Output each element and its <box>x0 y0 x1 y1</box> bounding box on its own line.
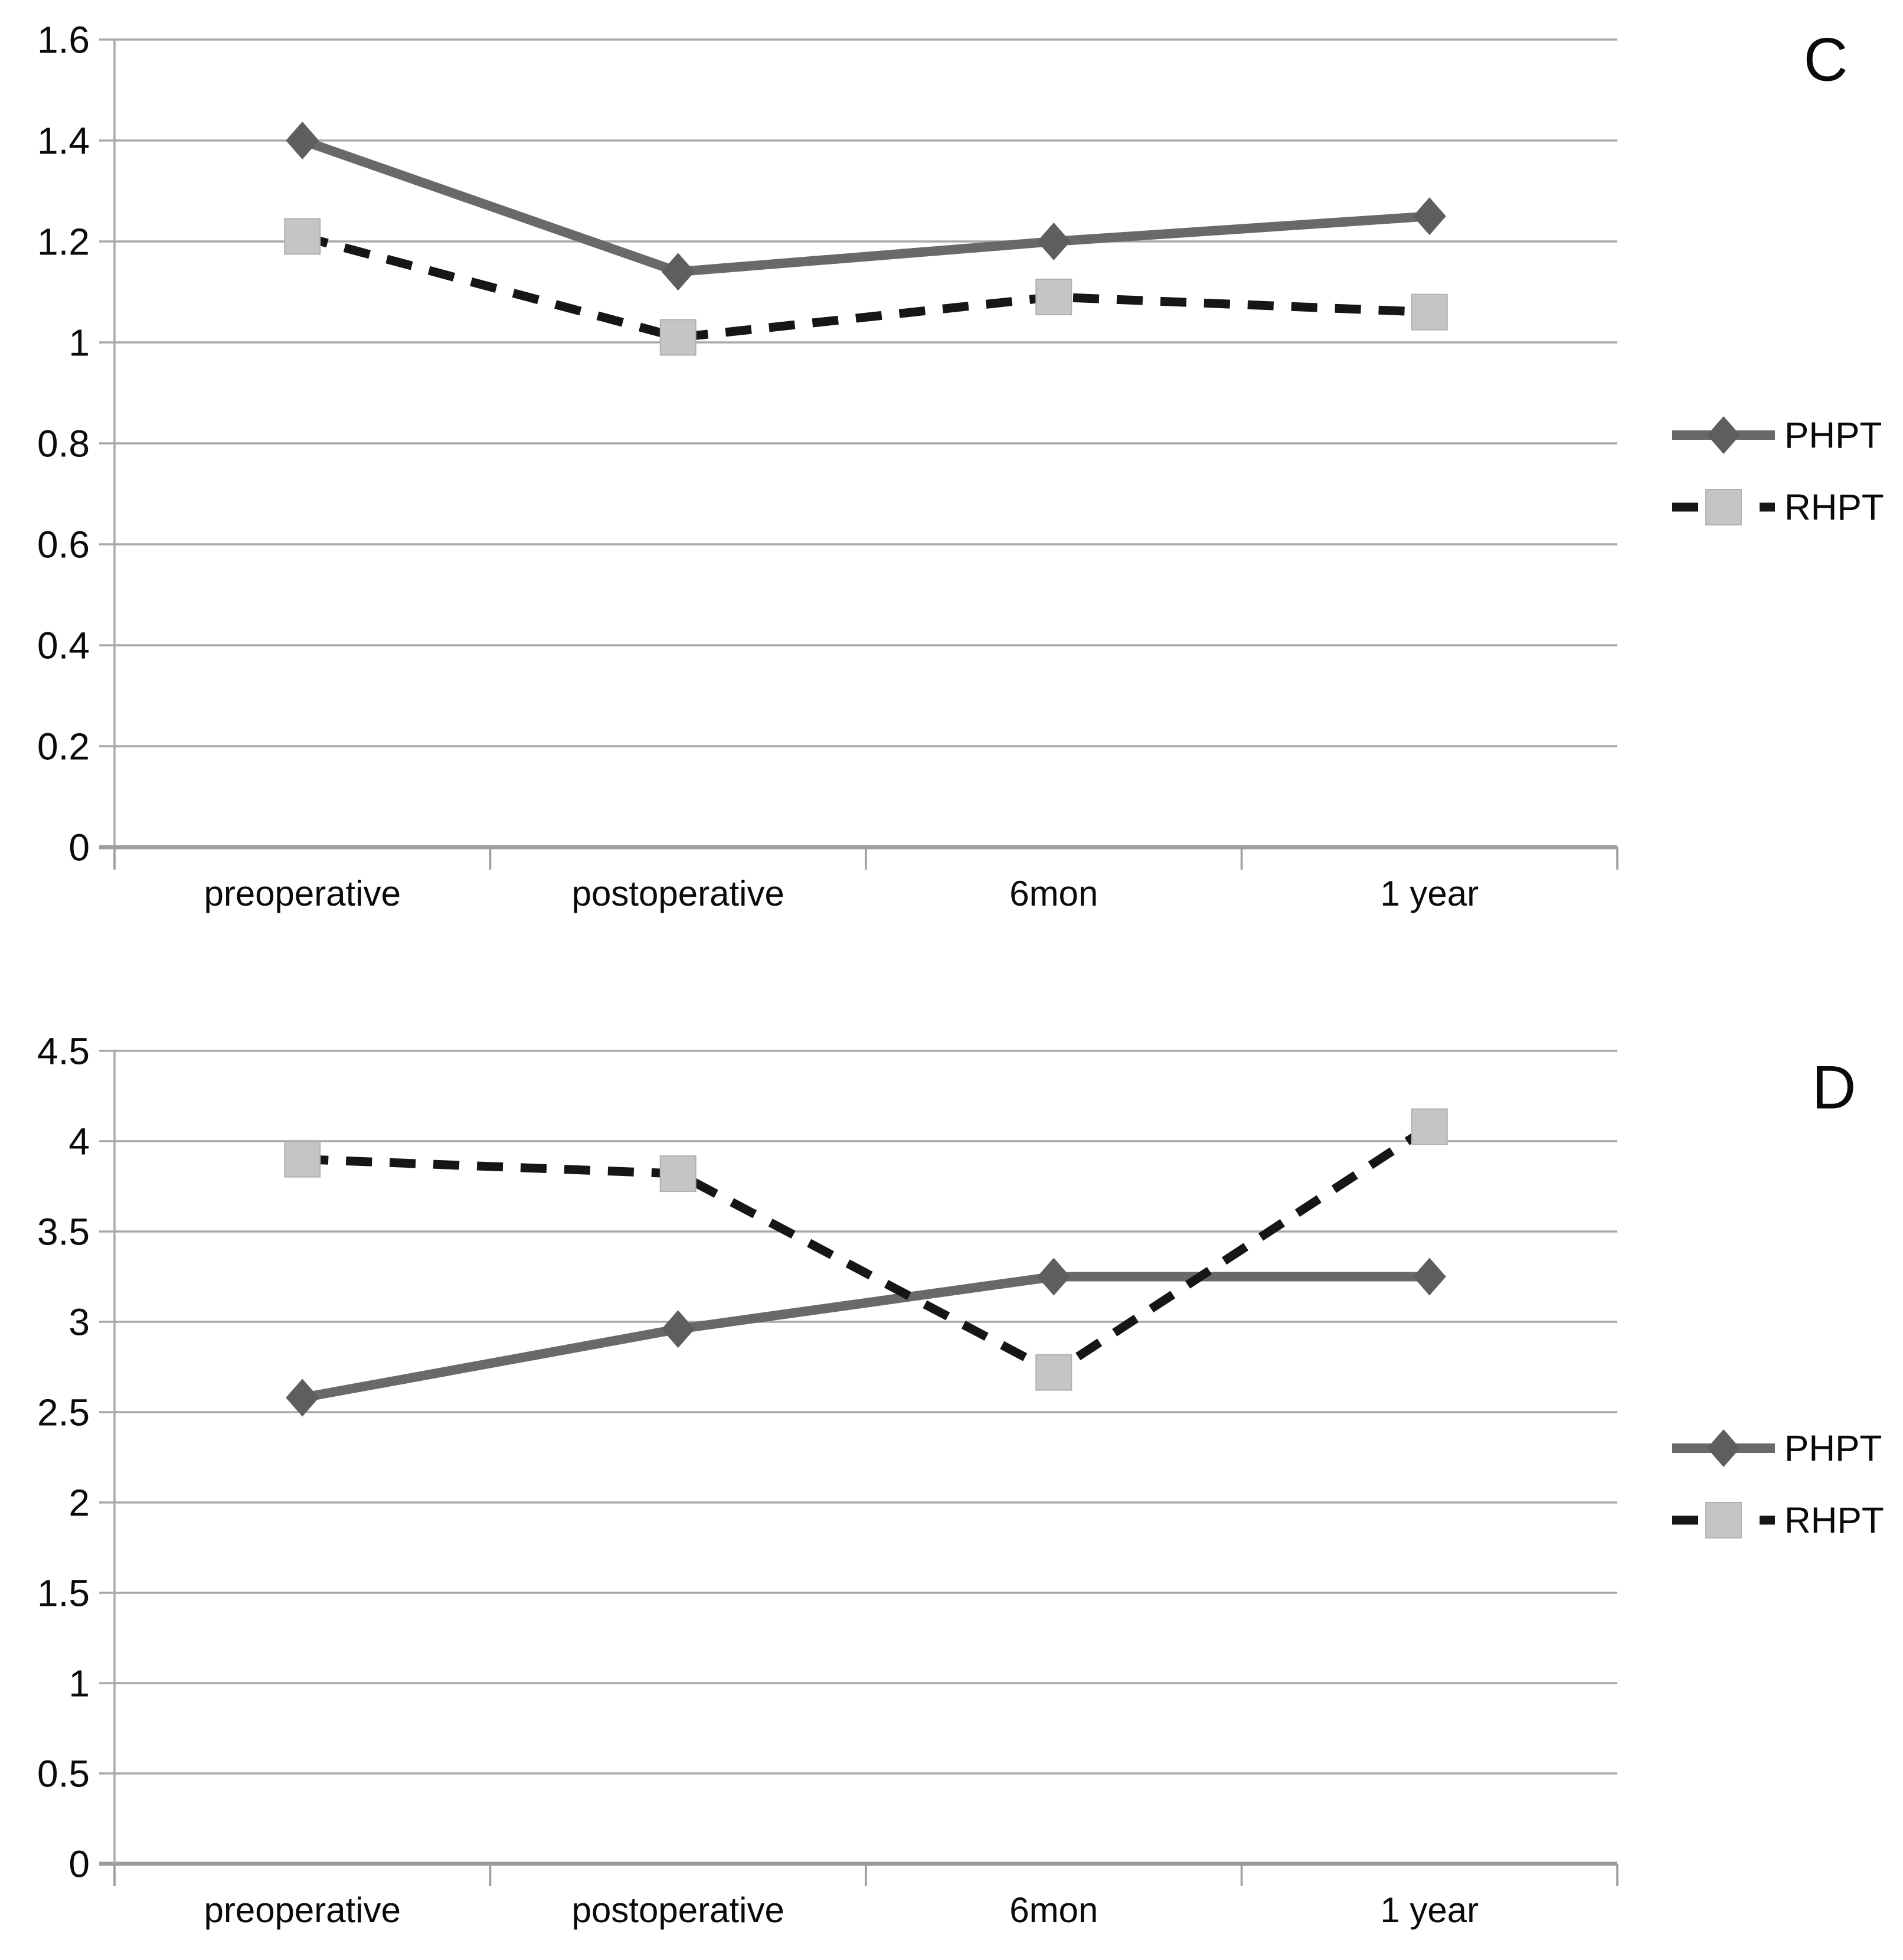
marker-square-rhpt <box>1412 1109 1447 1145</box>
series-line-rhpt <box>302 236 1430 337</box>
marker-diamond-phpt <box>1037 1258 1070 1296</box>
marker-square-rhpt <box>285 1142 320 1177</box>
y-axis-tick-label: 0 <box>68 1843 90 1886</box>
marker-square-rhpt <box>661 1156 696 1191</box>
y-axis-tick-label: 0.8 <box>37 422 90 465</box>
legend-label-rhpt: RHPT <box>1784 1500 1884 1541</box>
y-axis-tick-label: 0.5 <box>37 1752 90 1795</box>
chart-panel-d <box>0 980 1903 1960</box>
y-axis-tick-label: 3.5 <box>37 1210 90 1253</box>
marker-diamond-phpt <box>1037 223 1070 260</box>
marker-square-rhpt <box>1036 279 1071 315</box>
legend-label-rhpt: RHPT <box>1784 487 1884 528</box>
legend-marker-square-rhpt <box>1706 489 1741 525</box>
x-axis-category-label: 6mon <box>1009 1890 1098 1930</box>
y-axis-tick-label: 0.2 <box>37 725 90 768</box>
x-axis-category-label: 1 year <box>1380 1890 1479 1930</box>
marker-diamond-phpt <box>286 1379 319 1417</box>
y-axis-tick-label: 0.4 <box>37 624 90 667</box>
legend-marker-diamond-phpt <box>1707 1429 1740 1467</box>
panel-label-c: C <box>1803 25 1848 94</box>
marker-diamond-phpt <box>286 122 319 159</box>
x-axis-category-label: preoperative <box>204 1890 401 1930</box>
marker-square-rhpt <box>285 218 320 254</box>
marker-square-rhpt <box>1036 1355 1071 1390</box>
marker-diamond-phpt <box>662 253 695 290</box>
marker-diamond-phpt <box>1413 1258 1446 1296</box>
y-axis-tick-label: 1 <box>68 1662 90 1705</box>
series-line-phpt <box>302 1277 1430 1398</box>
legend-label-phpt: PHPT <box>1784 415 1882 456</box>
x-axis-category-label: preoperative <box>204 874 401 913</box>
line-chart-d <box>0 980 1903 1960</box>
legend-marker-diamond-phpt <box>1707 416 1740 454</box>
y-axis-tick-label: 1 <box>68 321 90 364</box>
y-axis-tick-label: 2.5 <box>37 1391 90 1434</box>
y-axis-tick-label: 2 <box>68 1481 90 1524</box>
y-axis-tick-label: 4 <box>68 1120 90 1163</box>
x-axis-category-label: 6mon <box>1009 874 1098 913</box>
marker-diamond-phpt <box>662 1310 695 1348</box>
marker-square-rhpt <box>661 319 696 355</box>
x-axis-category-label: postoperative <box>571 874 784 913</box>
y-axis-tick-label: 1.6 <box>37 18 90 61</box>
y-axis-tick-label: 1.2 <box>37 220 90 263</box>
legend-label-phpt: PHPT <box>1784 1428 1882 1469</box>
y-axis-tick-label: 3 <box>68 1301 90 1344</box>
marker-diamond-phpt <box>1413 197 1446 235</box>
y-axis-tick-label: 0 <box>68 826 90 869</box>
series-line-phpt <box>302 141 1430 272</box>
y-axis-tick-label: 4.5 <box>37 1030 90 1073</box>
y-axis-tick-label: 1.4 <box>37 119 90 162</box>
marker-square-rhpt <box>1412 295 1447 330</box>
series-line-rhpt <box>302 1127 1430 1373</box>
y-axis-tick-label: 0.6 <box>37 523 90 566</box>
panel-label-d: D <box>1812 1053 1856 1122</box>
x-axis-category-label: postoperative <box>571 1890 784 1930</box>
legend-marker-square-rhpt <box>1706 1502 1741 1538</box>
x-axis-category-label: 1 year <box>1380 874 1479 913</box>
y-axis-tick-label: 1.5 <box>37 1572 90 1615</box>
